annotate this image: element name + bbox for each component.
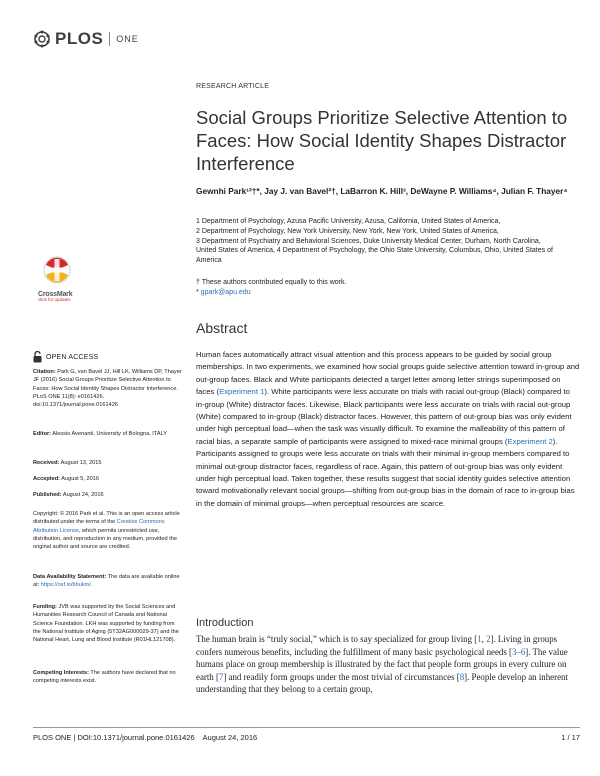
experiment-1-link[interactable]: Experiment 1: [219, 387, 265, 397]
citation-text: Park G, van Bavel JJ, Hill LK, Williams DP, Thayer JF (2016) Social Groups Prioritize Selective Attention to Faces: How Social Identity Shapes Distractor Interference. PLoS ONE 11(8): e0161426. doi:10.1371/journal.pone.0161426: [33, 369, 182, 409]
affiliations: [196, 217, 556, 266]
data-availability-block: [33, 573, 183, 590]
competing-interests-text: The authors have declared that no competing interests exist.: [33, 670, 176, 685]
citation-label: Citation:: [33, 369, 56, 375]
accepted-label: Accepted:: [33, 476, 61, 482]
author-email-link[interactable]: gpark@apu.edu: [200, 288, 251, 296]
data-availability-end: .: [90, 582, 93, 589]
page-number: 1 / 17: [561, 733, 580, 742]
email-marker: *: [196, 288, 201, 296]
published-label: Published:: [33, 492, 62, 498]
editor-text: Alessio Avenanti, University of Bologna, ITALY: [51, 431, 168, 437]
introduction-heading: Introduction: [196, 617, 254, 629]
funding-text: JVB was supported by the Social Sciences and Humanities Research Council of Canada and National Science Foundation. LKH was supported by funding from the National Institute of Aging (5T32AG000029-37) and the National Heart, Lung and Blood Institute (R01HL121708).: [33, 604, 179, 644]
data-availability-label: Data Availability Statement:: [33, 574, 107, 580]
author-notes: [196, 278, 556, 298]
article-title: Social Groups Prioritize Selective Attention to Faces: How Social Identity Shapes Distractor Interference: [196, 107, 568, 174]
editor-block: [33, 430, 183, 438]
logo-divider: [109, 32, 110, 46]
published-block: [33, 491, 183, 499]
citation-block: [33, 368, 183, 409]
osf-data-link[interactable]: https://osf.io/bhukm/: [40, 582, 91, 589]
introduction-text: [196, 633, 580, 696]
funding-label: Funding:: [33, 604, 57, 610]
ref-link-2[interactable]: 2: [486, 634, 491, 644]
abstract-heading: Abstract: [196, 320, 248, 336]
ref-link-3-6[interactable]: 3–6: [511, 646, 526, 657]
accepted-date: August 5, 2016: [60, 476, 99, 482]
equal-contribution-note: † These authors contributed equally to this work.: [196, 279, 347, 286]
abstract-part-2: ). White participants were less accurate on trials with racial out-group (Black) compared to in-group (White) distractor faces. Likewise, Black participants were less accurate on trials with racial out-group (White) compared to in-group (Black) distractor faces. However, this pattern of out-group bias was only evident under high perceptual load—when the task was visually difficult. To examine the malleability of this pattern of racial bias, a separate sample of participants were assigned to mixed-race minimal groups (: [196, 387, 572, 446]
intro-part: ,: [481, 634, 487, 644]
ref-link-1[interactable]: 1: [477, 634, 482, 644]
affiliation-3: 3 Department of Psychiatry and Behavioral Sciences, Duke University Medical Center, Durham, North Carolina, United States of America, 4 Department of Psychology, the Ohio State University, Columbus, Ohio, United States of America: [196, 237, 553, 265]
corresponding-author: [196, 288, 556, 298]
intro-part: ]. Living in groups confers numerous benefits, including the fulfillment of many basic psychological needs [: [196, 634, 558, 657]
abstract-part-3: ). Participants assigned to groups were less accurate on trials with their minimal in-group members compared to minimal out-group distractor faces, regardless of race. Again, this pattern of out-group bias was only evident under high perceptual load. Taken together, these results suggest that social identity guides selective attention toward motivationally relevant social groups—shifting from out-group bias in the domain of race to in-group bias in the domain of minimal groups—when perceptual resources are scarce.: [196, 436, 575, 508]
received-date: August 13, 2015: [59, 460, 102, 466]
competing-interests-label: Competing Interests:: [33, 670, 89, 676]
crossmark-icon: [38, 255, 76, 285]
funding-block: [33, 603, 183, 644]
footer-citation: PLOS ONE | DOI:10.1371/journal.pone.0161426 August 24, 2016: [33, 733, 258, 742]
competing-interests-block: [33, 669, 183, 686]
crossmark-sublabel: click for updates: [38, 297, 71, 302]
journal-name: ONE: [116, 34, 139, 44]
open-access-label: OPEN ACCESS: [46, 353, 99, 361]
affiliation-1: 1 Department of Psychology, Azusa Pacific University, Azusa, California, United States of America,: [196, 218, 501, 225]
received-block: [33, 459, 183, 467]
plos-logo-icon: [33, 30, 51, 48]
published-date: August 24, 2016: [61, 492, 104, 498]
abstract-part-1: Human faces automatically attract visual attention and this process appears to be guided by social group memberships. In two experiments, we examined how social groups guide selective attention toward in-group and out-group faces. Black and White participants detected a target letter among letter strings superimposed on faces (: [196, 350, 580, 397]
ref-link-7[interactable]: 7: [218, 671, 224, 682]
intro-part: The human brain is “truly social,” which is to say specialized for group living [: [196, 634, 478, 644]
editor-label: Editor:: [33, 431, 52, 437]
data-availability-text: The data are available online at:: [33, 574, 180, 589]
open-access-badge: [33, 351, 98, 363]
crossmark-badge[interactable]: [38, 255, 76, 302]
open-lock-icon: [33, 351, 42, 363]
footer-divider: [33, 727, 580, 728]
intro-part: ]. The value humans place on group membership is illustrated by the fact that people form groups in every culture on earth [: [196, 646, 568, 682]
brand-name: PLOS: [55, 29, 104, 48]
affiliation-2: 2 Department of Psychology, New York University, New York, New York, United States of America,: [196, 227, 499, 235]
plos-logo[interactable]: [33, 29, 139, 49]
intro-part: ] and readily form groups under the most trivial of circumstances [: [223, 671, 460, 682]
author-list: Gewnhi Park¹²†*, Jay J. van Bavel²†, LaBarron K. Hill³, DeWayne P. Williams⁴, Julian F. Thayer⁴: [196, 186, 568, 196]
experiment-2-link[interactable]: Experiment 2: [507, 436, 553, 446]
copyright-text-end: , which permits unrestricted use, distribution, and reproduction in any medium, provided the original author and source are credited.: [33, 527, 177, 551]
accepted-block: [33, 475, 183, 483]
received-label: Received:: [33, 460, 60, 466]
crossmark-label: CrossMark: [38, 291, 73, 298]
cc-license-link[interactable]: Creative Commons Attribution License: [33, 519, 165, 534]
abstract-text: [196, 349, 580, 510]
copyright-text: Copyright: © 2016 Park et al. This is an open access article distributed under the terms of the: [33, 511, 180, 526]
article-type: RESEARCH ARTICLE: [196, 83, 270, 90]
copyright-block: [33, 510, 183, 551]
ref-link-8[interactable]: 8: [459, 671, 465, 682]
intro-part: ]. People develop an inherent understanding that they belong to a certain group,: [196, 671, 568, 695]
